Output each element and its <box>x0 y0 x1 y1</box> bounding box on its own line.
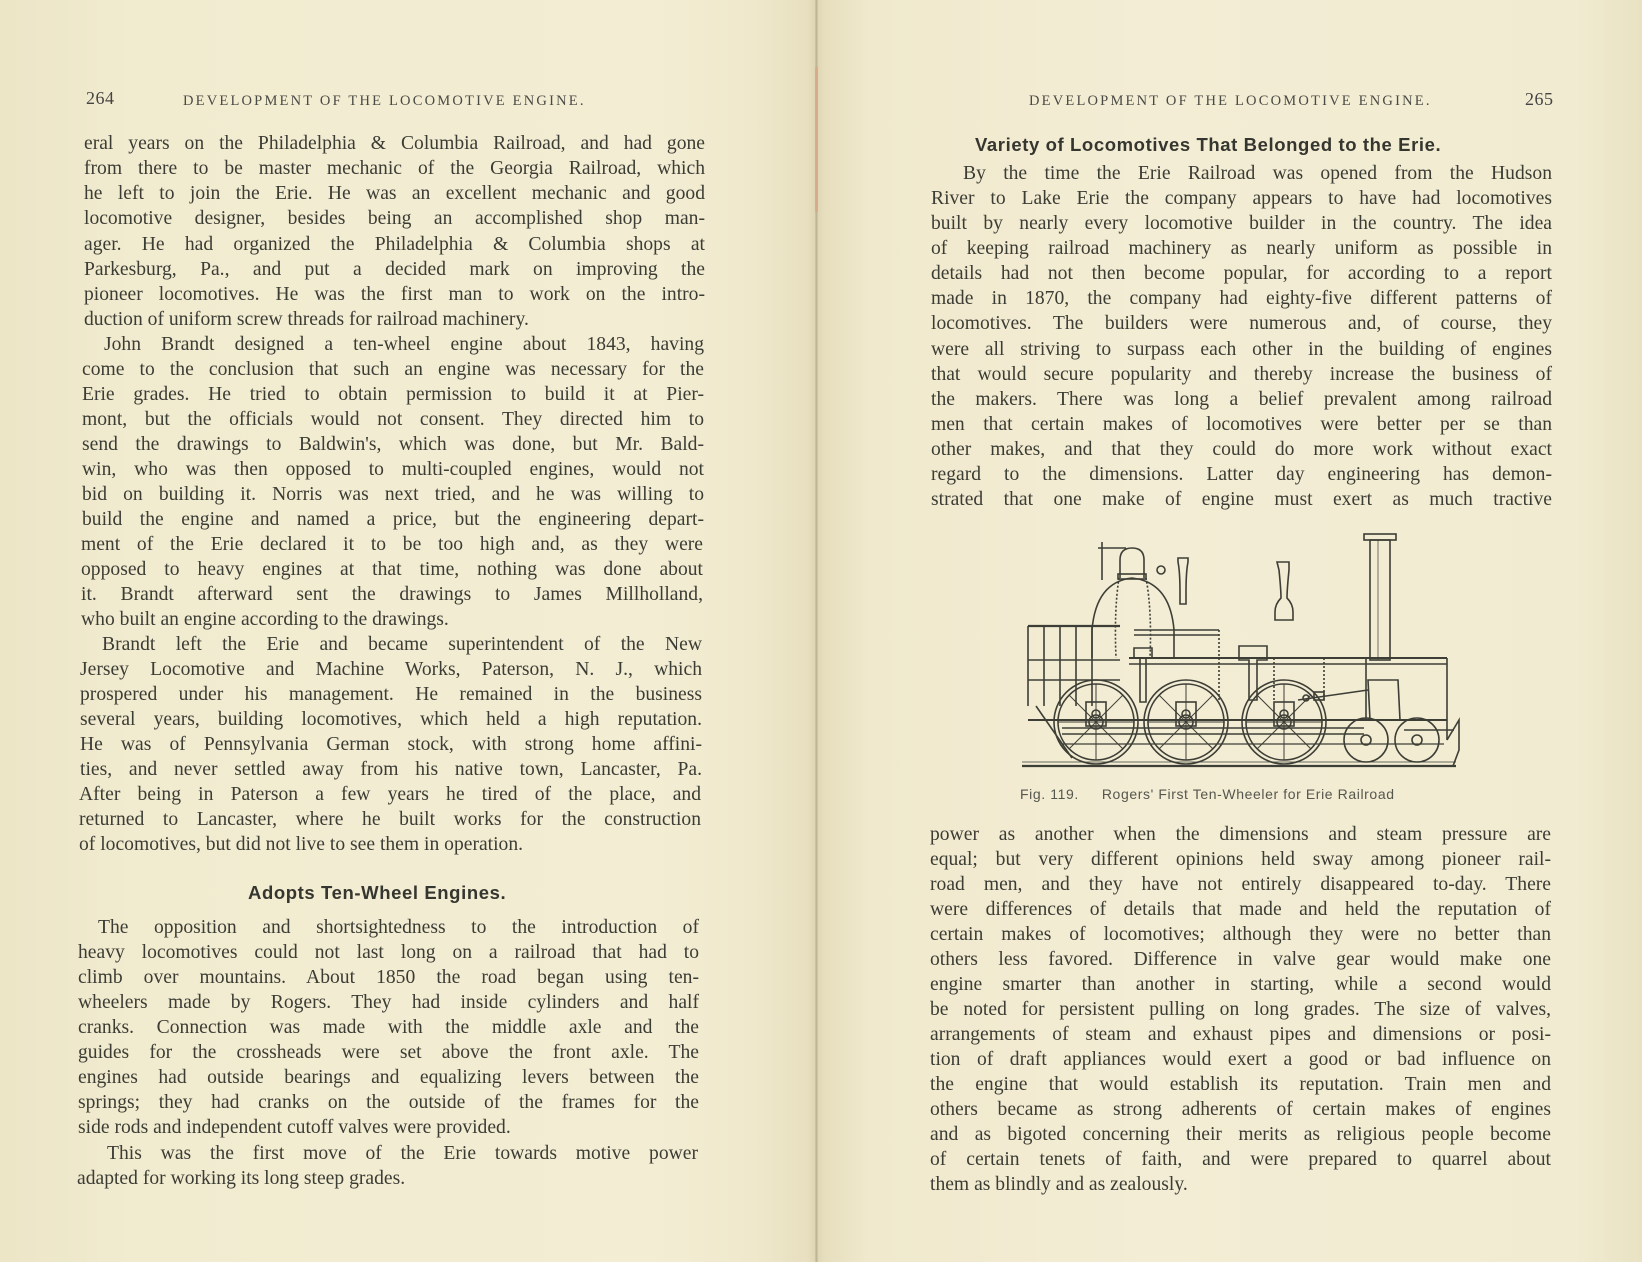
text-line: After being in Paterson a few years he tired of the place, and <box>79 784 701 805</box>
figure-caption-text: Rogers' First Ten-Wheeler for Erie Railroad <box>1101 786 1395 802</box>
text-line: climb over mountains. About 1850 the road began using ten- <box>78 967 699 988</box>
text-line: others less favored. Difference in valve gear would make one <box>930 949 1551 970</box>
figure-label: Fig. 119. <box>1020 786 1079 802</box>
text-line: locomotives. The builders were numerous and, of course, they <box>931 313 1552 334</box>
text-line: of certain tenets of faith, and were prepared to quarrel about <box>930 1149 1551 1170</box>
text-line: be noted for persistent pulling on long grades. The size of valves, <box>930 999 1551 1020</box>
text-line: Erie grades. He tried to obtain permission to build it at Pier- <box>82 384 704 405</box>
left-page <box>0 0 816 1262</box>
text-line: who built an engine according to the drawings. <box>81 609 449 630</box>
text-line: guides for the crossheads were set above the front axle. The <box>78 1042 699 1063</box>
text-line: the engine that would establish its reputation. Train men and <box>930 1074 1551 1095</box>
text-line: John Brandt designed a ten-wheel engine about 1843, having <box>104 334 704 355</box>
text-line: opposed to heavy engines at that time, nothing was done about <box>81 559 703 580</box>
text-line: pioneer locomotives. He was the first man to work on the intro- <box>84 284 705 305</box>
text-line: it. Brandt afterward sent the drawings to James Millholland, <box>81 584 703 605</box>
text-line: This was the first move of the Erie towards motive power <box>107 1143 698 1164</box>
page-number: 265 <box>1525 89 1554 109</box>
text-line: equal; but very different opinions held sway among pioneer rail- <box>930 849 1551 870</box>
text-line: and as bigoted concerning their merits as religious people become <box>930 1124 1551 1145</box>
text-line: that would secure popularity and thereby increase the business of <box>931 364 1552 385</box>
text-line: other makes, and that they could do more work without exact <box>931 439 1552 460</box>
text-line: Parkesburg, Pa., and put a decided mark on improving the <box>84 259 705 280</box>
text-line: tion of draft appliances would exert a good or bad influence on <box>930 1049 1551 1070</box>
text-line: arrangements of steam and exhaust pipes and dimensions or posi- <box>930 1024 1551 1045</box>
text-line: Jersey Locomotive and Machine Works, Paterson, N. J., which <box>80 659 702 680</box>
text-line: the makers. There was long a belief prevalent among railroad <box>931 389 1552 410</box>
text-line: returned to Lancaster, where he built works for the construction <box>79 809 701 830</box>
text-line: made in 1870, the company had eighty-five different patterns of <box>931 288 1552 309</box>
page-number: 264 <box>86 88 115 108</box>
text-line: men that certain makes of locomotives were better per se than <box>931 414 1552 435</box>
text-line: springs; they had cranks on the outside of the frames for the <box>78 1092 699 1113</box>
text-line: The opposition and shortsightedness to the introduction of <box>98 917 699 938</box>
text-line: prospered under his management. He remained in the business <box>80 684 702 705</box>
text-line: strated that one make of engine must exert as much tractive <box>931 489 1552 510</box>
text-line: He was of Pennsylvania German stock, with strong home affini- <box>80 734 702 755</box>
text-line: locomotive designer, besides being an accomplished shop man- <box>84 208 705 229</box>
text-line: wheelers made by Rogers. They had inside cylinders and half <box>78 992 699 1013</box>
text-line: ager. He had organized the Philadelphia & Columbia shops at <box>84 234 705 255</box>
text-line: power as another when the dimensions and steam pressure are <box>930 824 1551 845</box>
text-line: them as blindly and as zealously. <box>930 1174 1188 1195</box>
text-line: ties, and never settled away from his native town, Lancaster, Pa. <box>80 759 702 780</box>
text-line: By the time the Erie Railroad was opened from the Hudson <box>963 163 1552 184</box>
text-line: adapted for working its long steep grades. <box>77 1168 406 1189</box>
text-line: others became as strong adherents of certain makes of engines <box>930 1099 1551 1120</box>
text-line: he left to join the Erie. He was an excellent mechanic and good <box>84 183 705 204</box>
section-heading: Variety of Locomotives That Belonged to the Erie. <box>975 134 1442 155</box>
text-line: send the drawings to Baldwin's, which was done, but Mr. Bald- <box>82 434 704 455</box>
text-line: from there to be master mechanic of the Georgia Railroad, which <box>84 158 705 179</box>
figure-caption <box>1020 786 1395 802</box>
text-line: were differences of details that made and held the reputation of <box>930 899 1551 920</box>
locomotive-illustration-icon <box>1014 530 1474 775</box>
text-line: heavy locomotives could not last long on a railroad that had to <box>78 942 699 963</box>
right-page <box>818 0 1642 1262</box>
text-line: duction of uniform screw threads for railroad machinery. <box>84 309 529 330</box>
running-head: DEVELOPMENT OF THE LOCOMOTIVE ENGINE. <box>183 93 586 109</box>
text-line: several years, building locomotives, which held a high reputation. <box>80 709 702 730</box>
running-head: DEVELOPMENT OF THE LOCOMOTIVE ENGINE. <box>1029 93 1432 109</box>
text-line: eral years on the Philadelphia & Columbia Railroad, and had gone <box>84 133 705 154</box>
text-line: ment of the Erie declared it to be too high and, as they were <box>81 534 703 555</box>
text-line: certain makes of locomotives; although they were no better than <box>930 924 1551 945</box>
section-heading: Adopts Ten-Wheel Engines. <box>248 882 507 903</box>
text-line: bid on building it. Norris was next tried, and he was willing to <box>82 484 704 505</box>
text-line: win, who was then opposed to multi-coupled engines, would not <box>82 459 704 480</box>
text-line: build the engine and named a price, but the engineering depart- <box>82 509 704 530</box>
text-line: of locomotives, but did not live to see them in operation. <box>79 834 524 855</box>
text-line: side rods and independent cutoff valves were provided. <box>78 1117 511 1138</box>
text-line: of keeping railroad machinery as nearly uniform as possible in <box>931 238 1552 259</box>
text-line: Brandt left the Erie and became superintendent of the New <box>102 634 702 655</box>
text-line: engines had outside bearings and equalizing levers between the <box>78 1067 699 1088</box>
text-line: road men, and they have not entirely disappeared to-day. There <box>930 874 1551 895</box>
text-line: come to the conclusion that such an engine was necessary for the <box>82 359 704 380</box>
text-line: mont, but the officials would not consent. They directed him to <box>82 409 704 430</box>
text-line: engine smarter than another in starting, while a second would <box>930 974 1551 995</box>
text-line: cranks. Connection was made with the middle axle and the <box>78 1017 699 1038</box>
text-line: River to Lake Erie the company appears to have had locomotives <box>931 188 1552 209</box>
text-line: were all striving to surpass each other in the building of engines <box>931 339 1552 360</box>
text-line: regard to the dimensions. Latter day engineering has demon- <box>931 464 1552 485</box>
text-line: built by nearly every locomotive builder in the country. The idea <box>931 213 1552 234</box>
text-line: details had not then become popular, for according to a report <box>931 263 1552 284</box>
